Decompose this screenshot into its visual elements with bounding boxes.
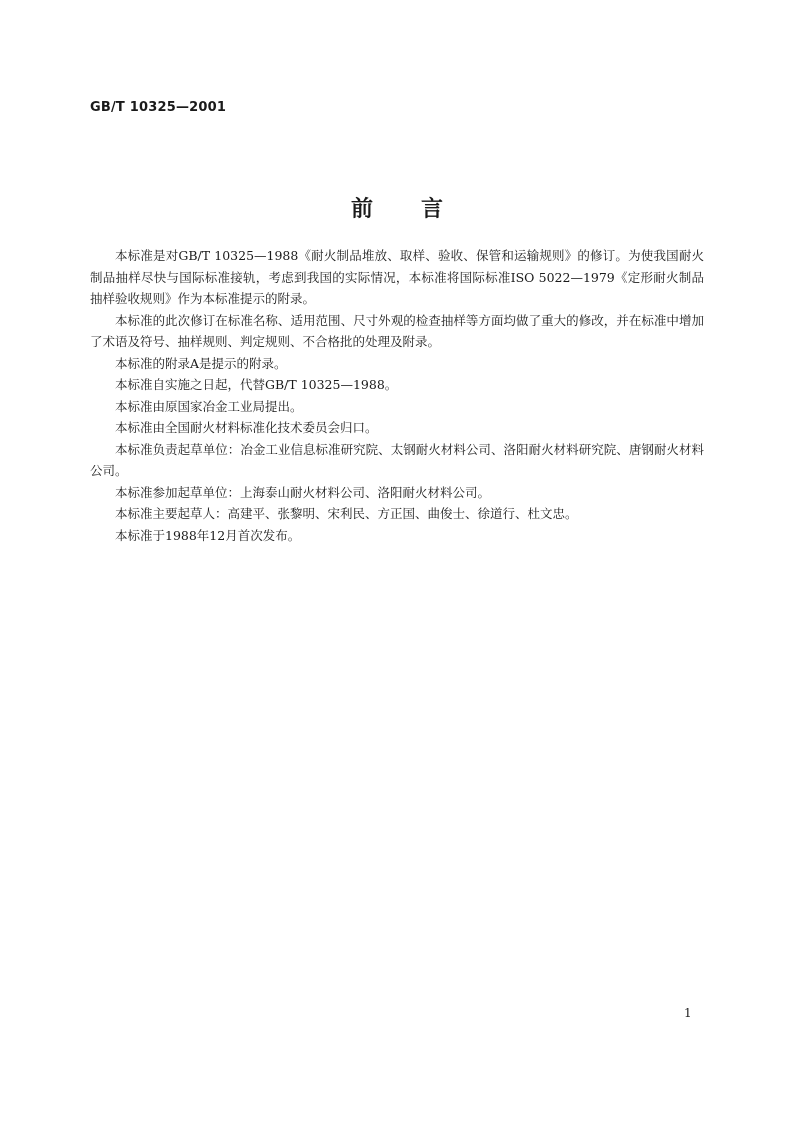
- paragraph-drafters: 本标准主要起草人：高建平、张黎明、宋利民、方正国、曲俊士、徐道行、杜文忠。: [115, 506, 578, 521]
- paragraph-administered-by: 本标准由全国耐火材料标准化技术委员会归口。: [115, 420, 378, 435]
- paragraph-participating-units: 本标准参加起草单位：上海泰山耐火材料公司、洛阳耐火材料公司。: [115, 484, 491, 500]
- page-number: 1: [684, 1006, 692, 1020]
- standard-code: GB/T 10325—2001: [90, 100, 227, 115]
- paragraph-changes: 本标准的此次修订在标准名称、适用范围、尺寸外观的检查抽样等方面均做了重大的修改，并在标准中增加了术语及符号、抽样规则、判定规则、不合格批的处理及附录。: [90, 312, 704, 349]
- paragraph-first-issued: 本标准于1988年12月首次发布。: [115, 527, 301, 543]
- paragraph-drafting-units: 本标准负责起草单位：冶金工业信息标准研究院、太钢耐火材料公司、洛阳耐火材料研究院、唐钢耐火材料公司。: [90, 441, 704, 478]
- page-title: 前言: [350, 197, 491, 222]
- foreword-body: [90, 245, 717, 546]
- paragraph-revision: 本标准是对GB/T 10325—1988《耐火制品堆放、取样、验收、保管和运输规则》的修订。为使我国耐火制品抽样尽快与国际标准接轨，考虑到我国的实际情况，本标准将国际标准ISO 5022—1979《定形耐火制品 抽样验收规则》作为本标准提示的附录。: [90, 248, 717, 306]
- paragraph-proposed-by: 本标准由原国家冶金工业局提出。: [115, 398, 303, 414]
- paragraph-replaces: 本标准自实施之日起，代替GB/T 10325—1988。: [115, 377, 398, 392]
- paragraph-appendix: 本标准的附录A是提示的附录。: [115, 355, 287, 371]
